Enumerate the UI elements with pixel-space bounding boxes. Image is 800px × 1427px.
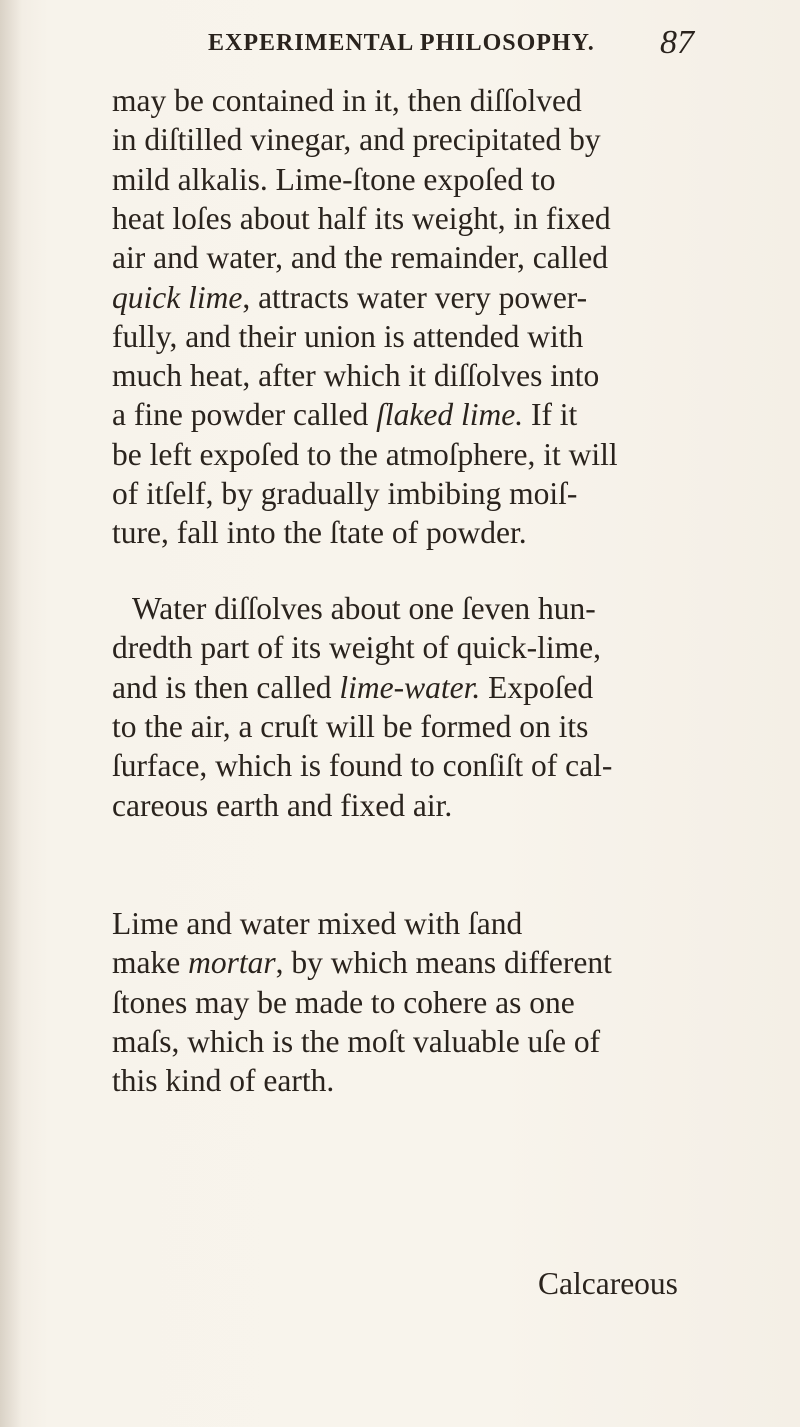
text-segment: make [112,945,189,981]
text-segment: If it [523,397,578,433]
page-number: 87 [660,24,694,61]
catchword: Calcareous [538,1266,678,1301]
gutter-shadow [0,0,22,1427]
italic-term: mortar [188,945,276,981]
text-line [112,517,527,549]
text-line [112,632,601,664]
text-segment: in diſtilled vinegar, and precipitated by [112,122,601,158]
text-line [112,124,601,156]
text-line [112,242,608,274]
text-line [112,787,453,823]
italic-term: ſlaked lime. [376,397,524,433]
text-line [112,750,612,782]
text-line [112,318,584,354]
text-segment: ſurface, which is found to conſiſt of cal- [112,748,613,784]
text-segment: Lime and water mixed with ſand [112,906,523,941]
italic-term: lime-water. [339,669,481,705]
text-segment: this kind of earth. [112,1063,335,1099]
text-segment: a fine powder called [112,397,377,433]
text-line [132,593,596,625]
text-segment: , by which means different [275,945,612,981]
text-segment: much heat, after which it diſſolves into [112,358,600,394]
text-segment: maſs, which is the moſt valuable uſe of [112,1023,601,1059]
text-segment: , attracts water very power- [242,279,588,315]
text-line [112,984,575,1020]
italic-term: quick lime [112,279,243,315]
text-line [112,908,522,940]
text-line [112,360,599,392]
text-segment: may be contained in it, then diſſolved [112,83,582,118]
running-head [208,24,728,64]
text-segment: and is then called [112,669,340,705]
text-segment: ture, fall into the ſtate of powder. [112,515,527,551]
text-segment: heat loſes about half its weight, in fixed [112,200,611,236]
text-segment: air and water, and the remainder, called [112,240,608,276]
text-segment: careous earth and fixed air. [112,787,453,823]
text-segment: to the air, a cruſt will be formed on its [112,708,589,744]
text-segment: of itſelf, by gradually imbibing moiſ- [112,476,578,511]
text-segment: fully, and their union is attended with [112,318,584,354]
text-segment: dredth part of its weight of quick-lime, [112,630,602,666]
text-line [112,200,611,236]
text-line [112,478,577,510]
text-segment: Water diſſolves about one ſeven hun- [132,591,596,626]
text-line [112,279,588,315]
running-head-title: EXPERIMENTAL PHILOSOPHY. [208,30,595,56]
text-segment: ſtones may be made to cohere as one [112,984,575,1020]
text-line [112,436,618,472]
text-line [112,399,577,431]
text-line [112,669,594,705]
text-line [112,85,582,117]
text-line [112,1065,334,1097]
text-line [112,947,612,979]
text-line [112,1023,601,1059]
text-line [112,161,556,197]
text-segment: mild alkalis. Lime-ſtone expoſed to [112,161,556,197]
text-segment: Expoſed [480,669,594,705]
text-line [112,708,589,744]
text-segment: be left expoſed to the atmoſphere, it will [112,436,618,472]
